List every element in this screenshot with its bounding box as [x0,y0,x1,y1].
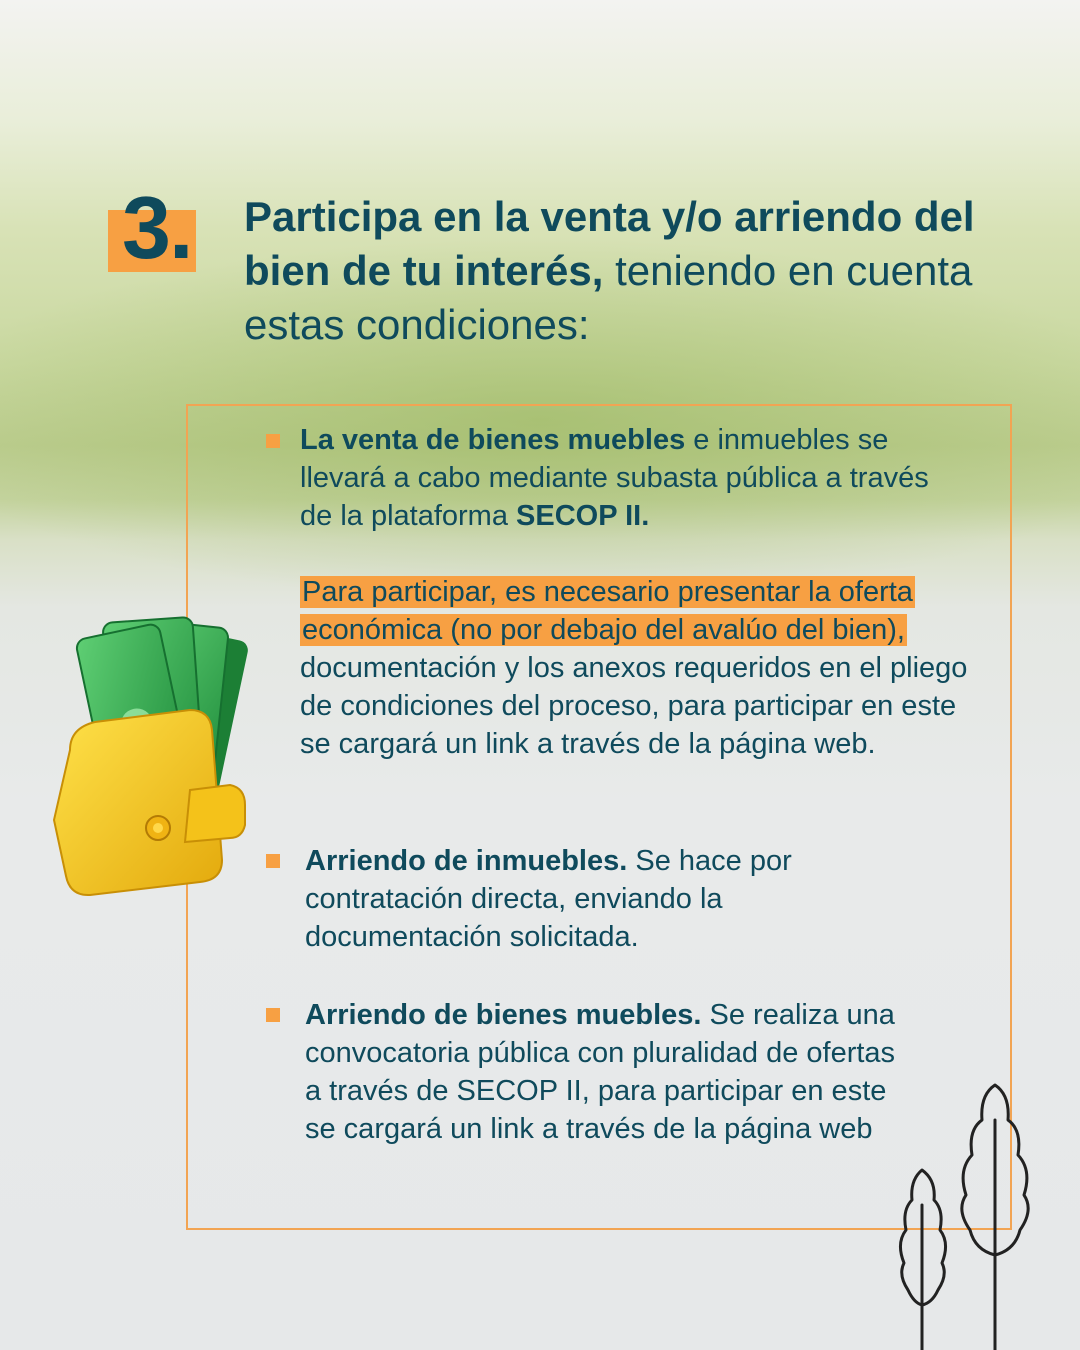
title-bold: Participa en la venta y/o arriendo del bien de tu interés, [244,193,975,294]
list-item-venta [300,421,980,763]
step-number: 3. [122,178,192,277]
item-lead: La venta de bienes muebles [300,424,686,456]
item-after-highlight: documentación y los anexos requeridos en el pliego de condiciones del proceso, para participar en este se cargará un link a través de la página web. [300,652,968,760]
trees-icon [880,1075,1050,1350]
wallet-money-icon [40,610,280,910]
page-title [244,190,1004,352]
item-text: e inmuebles se llevará a cabo mediante subasta pública a través de la plataforma [300,424,929,532]
item-paragraph [300,421,960,535]
bullet-icon [266,434,280,448]
list-item-arriendo-inmuebles [305,842,865,956]
list-item-arriendo-muebles [305,996,905,1148]
title-rest: teniendo en cuenta estas condiciones: [244,247,973,348]
item-lead: Arriendo de bienes muebles. [305,999,702,1031]
item-text: Se realiza una convocatoria pública con pluralidad de ofertas a través de SECOP II, para participar en este se cargará un link a través de la página web [305,999,896,1145]
item-paragraph-2 [300,573,990,763]
item-text: Se hace por contratación directa, enviando la documentación solicitada. [305,845,792,953]
bullet-icon [266,1008,280,1022]
item-strong-end: SECOP II. [516,500,650,532]
item-lead: Arriendo de inmuebles. [305,845,628,877]
highlight-text: Para participar, es necesario presentar la oferta económica (no por debajo del avalúo del bien), [302,576,913,646]
